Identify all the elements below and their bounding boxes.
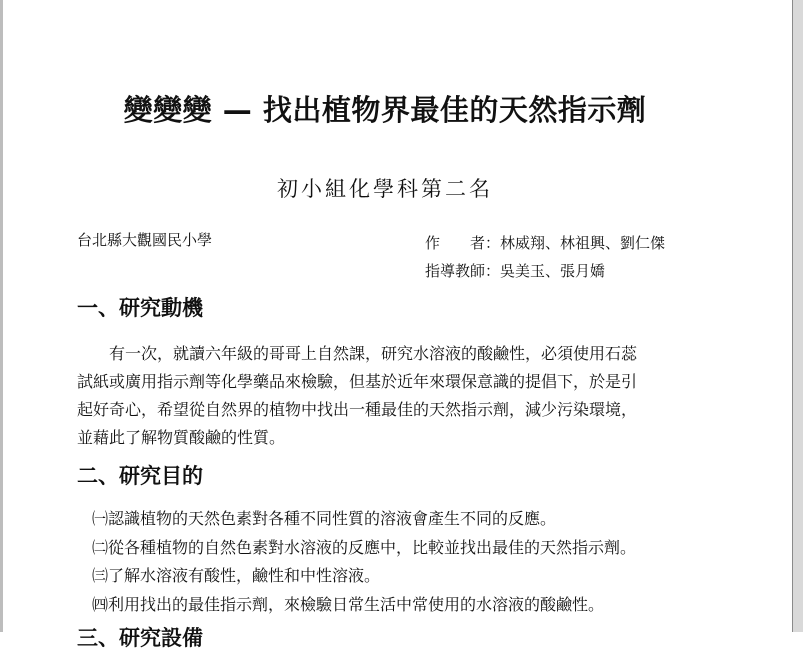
author-block	[425, 229, 665, 285]
list-item: ㈢了解水溶液有酸性，鹼性和中性溶液。	[92, 566, 381, 585]
paragraph-line: 試紙或廣用指示劑等化學藥品來檢驗，但基於近年來環保意識的提倡下，於是引	[77, 372, 638, 391]
section-heading-equipment: 三、研究設備	[77, 626, 203, 650]
authors-label: 作 者：	[425, 234, 501, 252]
advisors-label: 指導教師：	[425, 262, 501, 280]
paragraph-line: 有一次，就讀六年級的哥哥上自然課，研究水溶液的酸鹼性，必須使用石蕊	[77, 344, 638, 363]
document-title: 變變變 — 找出植物界最佳的天然指示劑	[123, 93, 647, 127]
motivation-paragraph	[77, 340, 692, 452]
section-heading-purpose: 二、研究目的	[77, 464, 203, 488]
school-name: 台北縣大觀國民小學	[77, 231, 213, 249]
scrollbar[interactable]	[792, 0, 803, 632]
authors-line	[425, 229, 665, 257]
advisors-names: 吳美玉、張月嬌	[500, 262, 606, 280]
advisors-line	[425, 257, 665, 285]
list-item: ㈡從各種植物的自然色素對水溶液的反應中，比較並找出最佳的天然指示劑。	[92, 537, 637, 557]
authors-names: 林威翔、林祖興、劉仁傑	[500, 234, 666, 252]
list-item: ㈠認識植物的天然色素對各種不同性質的溶液會產生不同的反應。	[92, 509, 557, 528]
section-heading-motivation: 一、研究動機	[77, 296, 203, 320]
award-subtitle: 初小組化學科第二名	[277, 177, 493, 201]
paragraph-line: 並藉此了解物質酸鹼的性質。	[77, 428, 286, 447]
list-item: ㈣利用找出的最佳指示劑，來檢驗日常生活中常使用的水溶液的酸鹼性。	[92, 594, 605, 614]
purpose-list	[92, 505, 636, 619]
paragraph-line: 起好奇心，希望從自然界的植物中找出一種最佳的天然指示劑，減少污染環境，	[77, 400, 638, 419]
